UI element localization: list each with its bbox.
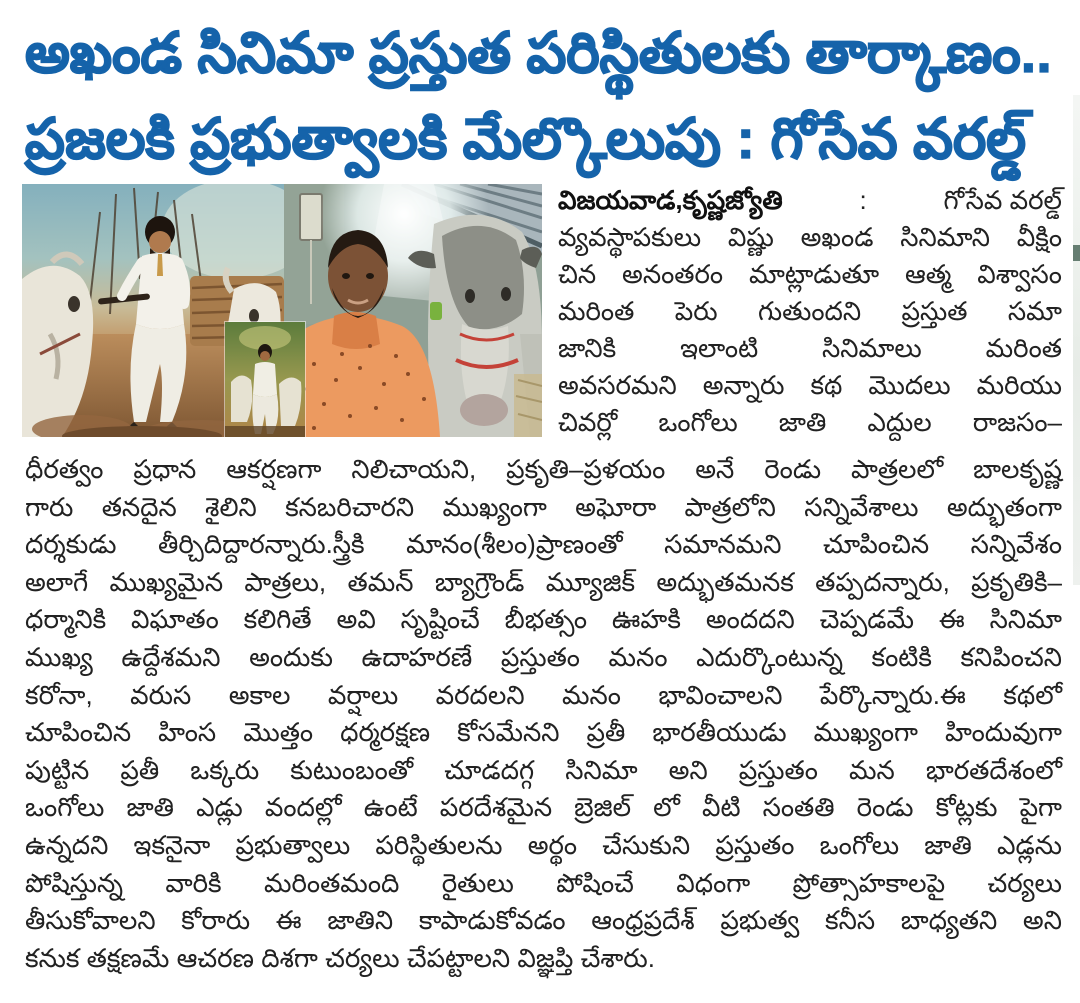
- founder-cow-photo: [284, 184, 542, 437]
- dateline-rest: గోసేవ వరల్డ్: [943, 185, 1062, 215]
- dateline: [558, 182, 1062, 219]
- dateline-city: విజయవాడ,కృష్ణజ్యోతి: [558, 185, 783, 215]
- electrical-box: [300, 194, 322, 240]
- column-line: చివర్లో ఒంగోలు జాతి ఎద్దుల రాజసం–: [558, 407, 1062, 437]
- scan-edge-artifact: [1073, 95, 1080, 585]
- headline-line-1: అఖండ సినిమా ప్రస్తుత పరిస్థితులకు తార్కాణం..: [25, 21, 1052, 84]
- article-lead-column: [558, 182, 1062, 441]
- scan-edge-mark: [1073, 245, 1080, 261]
- body-line: కరోనా, వరుస అకాల వర్షాలు వరదలని మనం భావించాలని పేర్కొన్నారు.ఈ కథలో: [25, 679, 1062, 710]
- movie-inset-photo: [225, 322, 305, 437]
- column-line: వ్యవస్థాపకులు విష్ణు అఖండ సినిమాని వీక్షిం: [558, 222, 1062, 252]
- body-line: పోషిస్తున్న వారికి మరింతమంది రైతులు పోషించే విధంగా ప్రోత్సాహకాలపై చర్యలు: [25, 867, 1062, 898]
- body-line: చూపించిన హింస మొత్తం ధర్మరక్షణ కోసమేనని ప్రతీ భారతీయుడు ముఖ్యంగా హిందువుగా: [25, 717, 1062, 748]
- headline-line-2: ప్రజలకి ప్రభుత్వాలకి మేల్కొలుపు : గోసేవ వరల్డ్: [25, 107, 1026, 170]
- body-line: తీసుకోవాలని కోరారు ఈ జాతిని కాపాడుకోవడం ఆంధ్రప్రదేశ్ ప్రభుత్వ కనీస బాధ్యతని అని: [25, 905, 1062, 936]
- body-line: దర్శకుడు తీర్చిదిద్దారన్నారు.స్త్రీకి మానం(శీలం)ప్రాణంతో సమానమని చూపించిన సన్నివేశం: [25, 529, 1062, 560]
- body-line: గారు తనదైన శైలిని కనబరిచారని ముఖ్యంగా అఘోరా పాత్రలోని సన్నివేశాలు అద్భుతంగా: [25, 491, 1062, 522]
- column-line: మరింత పెరు గుతుందని ప్రస్తుత సమా: [558, 296, 1062, 326]
- article-headline: [25, 10, 1065, 182]
- column-line: అవసరమని అన్నారు కథ మొదలు మరియు: [558, 370, 1062, 400]
- dateline-separator: :: [859, 185, 867, 215]
- article-body: [25, 451, 1062, 977]
- article-photo-block: [22, 184, 542, 437]
- body-line-last: కనుక తక్షణమే ఆచరణ దిశగా చర్యలు చేపట్టాలని విజ్ఞప్తి చేశారు.: [25, 942, 655, 973]
- column-line: చిన అనంతరం మాట్లాడుతూ ఆత్మ విశ్వాసం: [558, 259, 1062, 289]
- column-line: జానికి ఇలాంటి సినిమాలు మరింత: [558, 333, 1062, 363]
- body-line: పుట్టిన ప్రతీ ఒక్కరు కుటుంబంతో చూడదగ్గ సినిమా అని ప్రస్తుతం మన భారతదేశంలో: [25, 754, 1062, 785]
- body-line: ధర్మానికి విఘాతం కలిగితే అవి సృష్టించే బీభత్సం ఊహకి అందదని చెప్పడమే ఈ సినిమా: [25, 604, 1062, 635]
- body-line: ఒంగోలు జాతి ఎడ్లు వందల్లో ఉంటే పరదేశమైన బ్రెజిల్ లో వీటి సంతతి రెండు కోట్లకు పైగా: [25, 792, 1062, 823]
- hay: [514, 374, 542, 437]
- body-line: ముఖ్య ఉద్దేశమని అందుకు ఉదాహరణే ప్రస్తుతం మనం ఎదుర్కొంటున్న కంటికి కనిపించని: [25, 641, 1062, 672]
- body-line: ఉన్నదని ఇకనైనా ప్రభుత్వాలు పరిస్థితులను అర్థం చేసుకుని ప్రస్తుతం ఒంగోలు జాతి ఎడ్లను: [25, 829, 1062, 860]
- body-line: ధీరత్వం ప్రధాన ఆకర్షణగా నిలిచాయని, ప్రకృతి–ప్రళయం అనే రెండు పాత్రలలో బాలకృష్ణ: [25, 454, 1062, 484]
- ear-tag: [430, 302, 442, 320]
- body-line: అలాగే ముఖ్యమైన పాత్రలు, తమన్ బ్యాగ్రౌండ్ మ్యూజిక్ అద్భుతమనక తప్పదన్నారు, ప్రకృతికి–: [25, 566, 1062, 597]
